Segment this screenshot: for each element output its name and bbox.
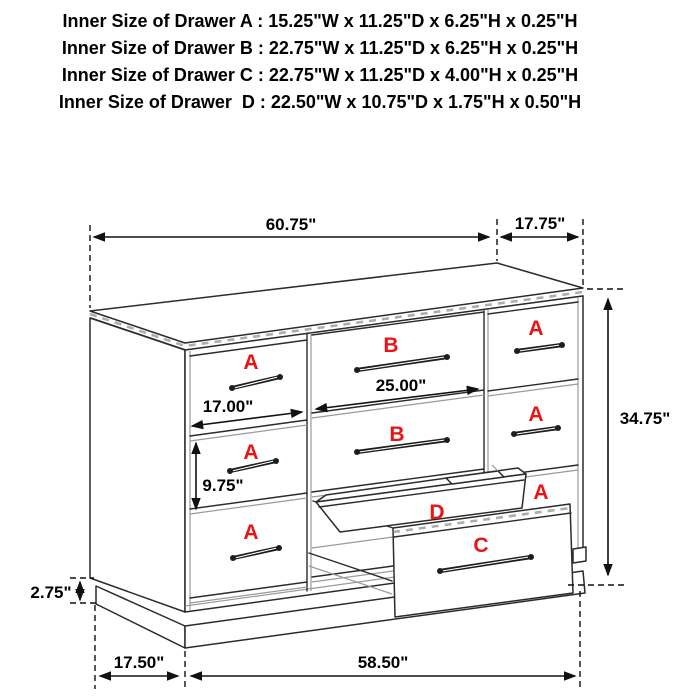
dimension-drawer-b-width-value: 25.00": [375, 376, 427, 395]
dimension-base-height: [30, 582, 80, 602]
drawer-label-a2-left: A: [243, 441, 259, 464]
dimension-height-value: 34.75": [619, 409, 671, 428]
drawer-label-a1-right: A: [528, 317, 544, 340]
drawer-d-spec: Inner Size of Drawer D : 22.50"W x 10.75"D x 1.75"H x 0.50"H: [58, 92, 582, 112]
dimension-top-depth: [501, 214, 578, 237]
dimension-bottom-depth: [100, 653, 178, 676]
drawer-label-a3-left: A: [243, 521, 259, 544]
right-rail-bracket: [573, 547, 586, 563]
dimension-drawer-a-height-value: 9.75": [202, 476, 244, 495]
dimension-bottom-width-value: 58.50": [357, 653, 409, 672]
dimension-top-width: [94, 215, 489, 237]
drawer-b-spec: Inner Size of Drawer B : 22.75"W x 11.25"D x 6.25"H x 0.25"H: [61, 38, 579, 58]
dresser-left-panel: [90, 318, 185, 612]
dimension-height: [608, 299, 670, 575]
drawer-label-a2-right: A: [528, 403, 544, 426]
dimension-top-width-value: 60.75": [265, 215, 317, 234]
dimension-bottom-depth-value: 17.50": [113, 653, 165, 672]
dimension-base-height-value: 2.75": [30, 583, 72, 602]
drawer-label-b2: B: [389, 423, 405, 446]
dimension-bottom-width: [191, 653, 575, 676]
drawer-label-d: D: [429, 501, 445, 524]
drawer-label-a3-right: A: [533, 481, 549, 504]
drawer-a-spec: Inner Size of Drawer A : 15.25"W x 11.25"D x 6.25"H x 0.25"H: [62, 11, 578, 31]
dresser-drawing: [90, 263, 586, 648]
dimension-drawer-a-width-value: 17.00": [202, 397, 254, 416]
drawer-c-spec: Inner Size of Drawer C : 22.75"W x 11.25"D x 4.00"H x 0.25"H: [61, 65, 579, 85]
dimension-top-depth-value: 17.75": [514, 214, 566, 233]
drawer-label-c: C: [473, 534, 489, 557]
drawer-label-a1-left: A: [243, 351, 259, 374]
drawer-label-b1: B: [383, 334, 399, 357]
